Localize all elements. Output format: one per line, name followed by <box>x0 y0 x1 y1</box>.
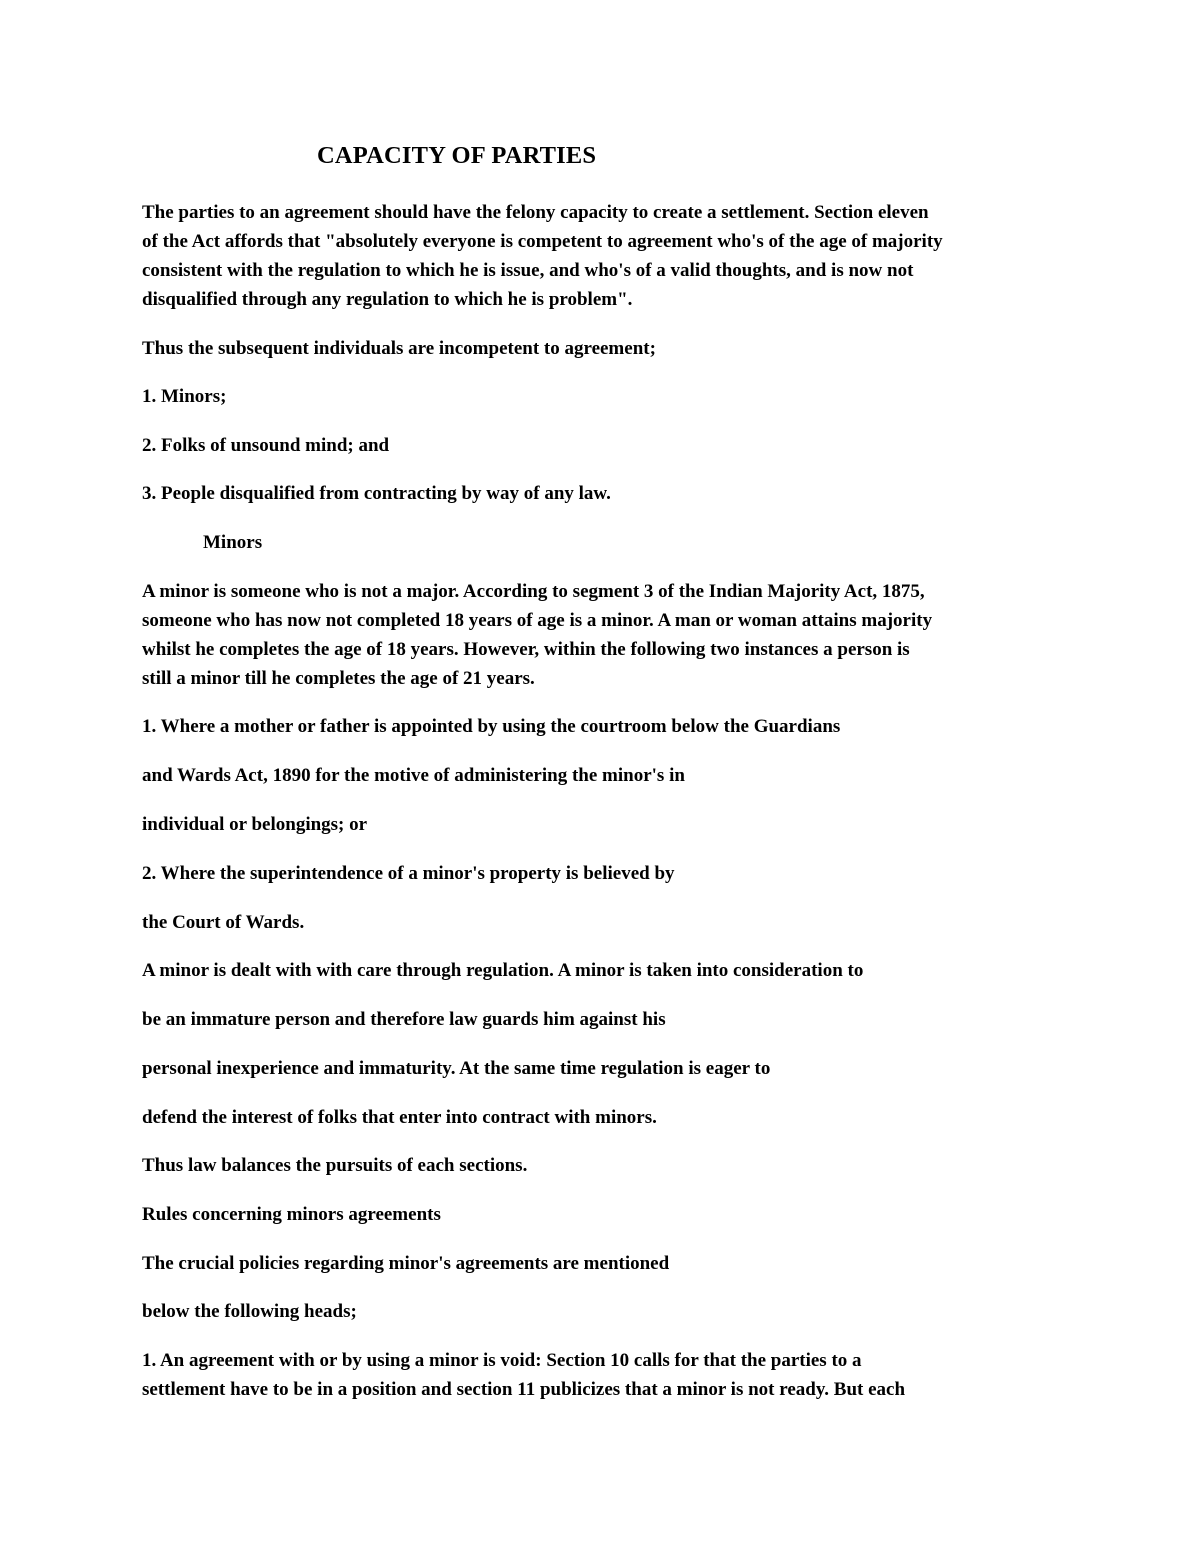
paragraph-line: 2. Where the superintendence of a minor's property is believed by <box>142 863 675 884</box>
paragraph-line: A minor is dealt with with care through regulation. A minor is taken into consideration to <box>142 960 864 981</box>
paragraph-line: the Court of Wards. <box>142 912 305 933</box>
paragraph-line: Rules concerning minors agreements <box>142 1204 441 1225</box>
paragraph-line: A minor is someone who is not a major. According to segment 3 of the Indian Majority Act, 1875, <box>142 581 925 602</box>
paragraph-line: The parties to an agreement should have the felony capacity to create a settlement. Section eleven <box>142 202 929 223</box>
paragraph-line: personal inexperience and immaturity. At the same time regulation is eager to <box>142 1058 771 1079</box>
paragraph-line: 1. An agreement with or by using a minor is void: Section 10 calls for that the parties to a <box>142 1350 862 1371</box>
section-heading: Minors <box>203 532 263 553</box>
paragraph-line: be an immature person and therefore law guards him against his <box>142 1009 666 1030</box>
paragraph-line: someone who has now not completed 18 years of age is a minor. A man or woman attains majority <box>142 610 933 631</box>
paragraph-line: disqualified through any regulation to which he is problem". <box>142 289 633 310</box>
list-item: 3. People disqualified from contracting by way of any law. <box>142 483 611 504</box>
paragraph-line: 1. Where a mother or father is appointed by using the courtroom below the Guardians <box>142 716 841 737</box>
paragraph-line: individual or belongings; or <box>142 814 368 835</box>
paragraph-line: still a minor till he completes the age of 21 years. <box>142 668 535 689</box>
document-title: CAPACITY OF PARTIES <box>317 142 597 169</box>
paragraph-line: Thus law balances the pursuits of each sections. <box>142 1155 528 1176</box>
paragraph-line: of the Act affords that "absolutely everyone is competent to agreement who's of the age of majority <box>142 231 943 252</box>
paragraph-line: consistent with the regulation to which he is issue, and who's of a valid thoughts, and is now not <box>142 260 914 281</box>
paragraph-line: and Wards Act, 1890 for the motive of administering the minor's in <box>142 765 685 786</box>
paragraph-line: whilst he completes the age of 18 years. However, within the following two instances a person is <box>142 639 910 660</box>
paragraph-line: settlement have to be in a position and section 11 publicizes that a minor is not ready. But each <box>142 1379 906 1400</box>
paragraph-line: defend the interest of folks that enter into contract with minors. <box>142 1107 657 1128</box>
paragraph-line: below the following heads; <box>142 1301 357 1322</box>
paragraph-line: The crucial policies regarding minor's agreements are mentioned <box>142 1253 670 1274</box>
list-item: 2. Folks of unsound mind; and <box>142 435 390 456</box>
list-item: 1. Minors; <box>142 386 227 407</box>
paragraph-line: Thus the subsequent individuals are incompetent to agreement; <box>142 338 656 359</box>
